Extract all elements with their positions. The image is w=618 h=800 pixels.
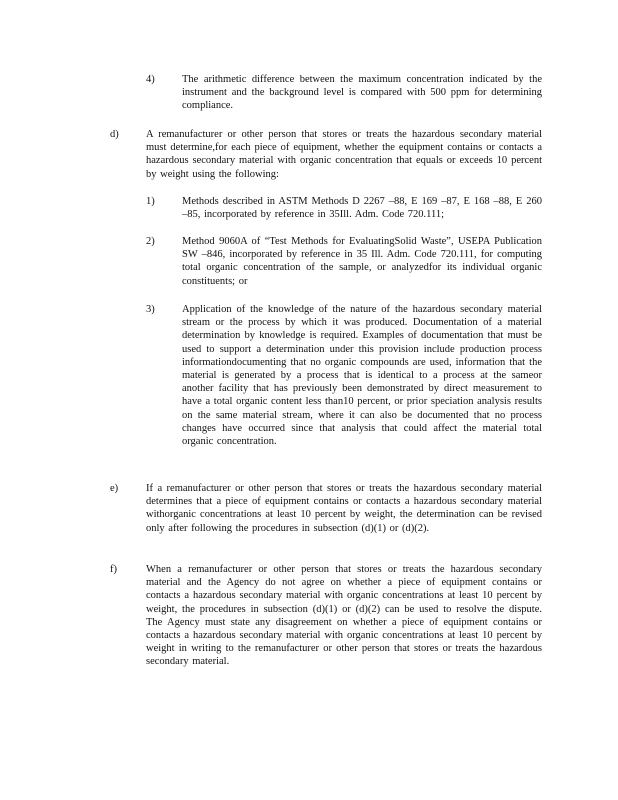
item-marker: d): [110, 129, 119, 140]
item-marker: 2): [146, 236, 155, 247]
item-marker: 4): [146, 74, 155, 85]
item-text: Methods described in ASTM Methods D 2267 –88, E 169 –87, E 168 –88, E 260 –85, incorporated by reference in 35Ill. Adm. Code 720.111;: [182, 196, 542, 221]
item-text: If a remanufacturer or other person that stores or treats the hazardous secondary material determines that a piece of equipment contains or contacts a hazardous secondary material withorganic concentrations at least 10 percent by weight, the determination can be revised only after following the procedures in subsection (d)(1) or (d)(2).: [146, 483, 542, 534]
item-marker: 1): [146, 196, 155, 207]
item-text: The arithmetic difference between the maximum concentration indicated by the instrument and the background level is compared with 500 ppm for determining compliance.: [182, 74, 542, 112]
item-marker: e): [110, 483, 119, 494]
item-text: When a remanufacturer or other person that stores or treats the hazardous secondary material and the Agency do not agree on whether a piece of equipment contains or contacts a hazardous secondary material with organic concentrations at least 10 percent by weight, the procedures in subsection (d)(1) or (d)(2) can be used to resolve the dispute. The Agency must state any disagreement on whether a piece of equipment contains or contacts a hazardous secondary material with organic concentrations at least 10 percent by weight in writing to the remanufacturer or other person that stores or treats the hazardous secondary material.: [146, 564, 542, 668]
item-marker: f): [110, 564, 117, 575]
item-text: Application of the knowledge of the nature of the hazardous secondary material stream or the process by which it was produced. Documentation of a material determination by knowledge is required. Examples of documentation that must be used to support a determination under this provision include production process informationdocumenting that no organic compounds are used, information that the material is generated by a process that is identical to a process at the sameor another facility that has previously been demonstrated by direct measurement to have a total organic content less than10 percent, or prior speciation analysis results on the same material stream, where it can also be documented that no process changes have occurred since that analysis that could affect the material total organic concentration.: [182, 304, 542, 448]
item-text: Method 9060A of “Test Methods for EvaluatingSolid Waste”, USEPA Publication SW –846, incorporated by reference in 35 Ill. Adm. Code 720.111, for computing total organic concentration of the sample, or analyzedfor its individual organic constituents; or: [182, 236, 542, 287]
item-text: A remanufacturer or other person that stores or treats the hazardous secondary material must determine,for each piece of equipment, whether the equipment contains or contacts a hazardous secondary material with organic concentration that equals or exceeds 10 percent by weight using the following:: [146, 129, 542, 180]
item-marker: 3): [146, 304, 155, 315]
